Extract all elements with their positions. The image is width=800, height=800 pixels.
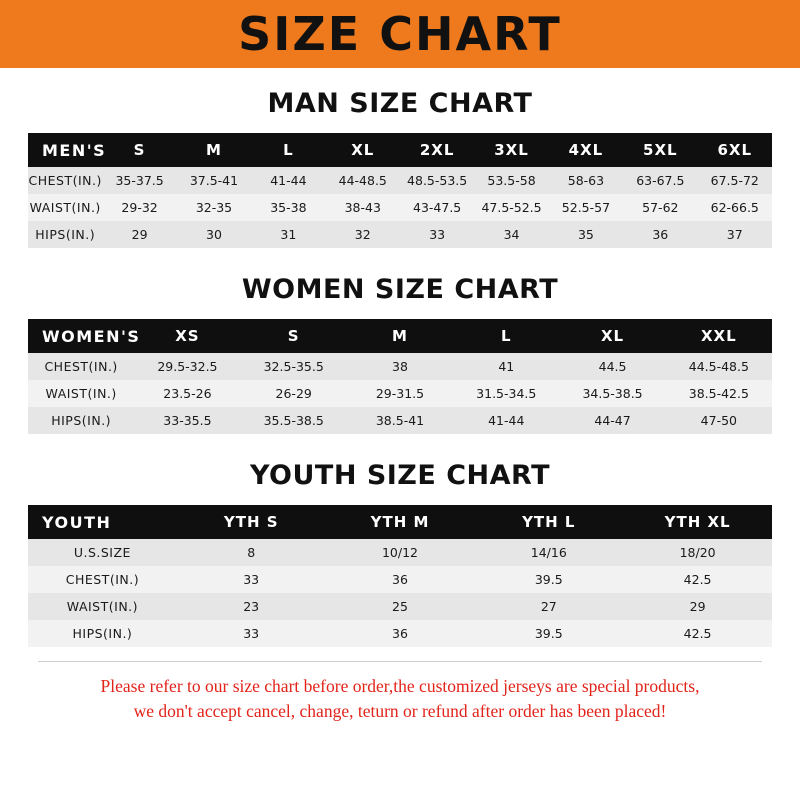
cell: 37 <box>698 221 772 248</box>
cell: 36 <box>326 620 475 647</box>
row-label: CHEST(IN.) <box>28 167 102 194</box>
cell: 30 <box>177 221 251 248</box>
column-header: S <box>241 319 347 353</box>
cell: 31 <box>251 221 325 248</box>
row-label: WAIST(IN.) <box>28 593 177 620</box>
column-header: S <box>102 133 176 167</box>
page-title: SIZE CHART <box>238 7 562 61</box>
cell: 23.5-26 <box>134 380 240 407</box>
table-row <box>28 221 772 248</box>
column-header: M <box>347 319 453 353</box>
cell: 29.5-32.5 <box>134 353 240 380</box>
cell: 14/16 <box>474 539 623 566</box>
cell: 8 <box>177 539 326 566</box>
column-header: YTH L <box>474 505 623 539</box>
column-header: L <box>453 319 559 353</box>
table-header-row <box>28 133 772 167</box>
table-row <box>28 194 772 221</box>
footer-line-2: we don't accept cancel, change, teturn or refund after order has been placed! <box>133 701 667 722</box>
cell: 38 <box>347 353 453 380</box>
column-header: YOUTH <box>28 505 177 539</box>
table-row <box>28 380 772 407</box>
column-header: 6XL <box>698 133 772 167</box>
cell: 29-32 <box>102 194 176 221</box>
table-youth-size <box>28 505 772 647</box>
row-label: HIPS(IN.) <box>28 620 177 647</box>
cell: 57-62 <box>623 194 697 221</box>
cell: 58-63 <box>549 167 623 194</box>
cell: 32-35 <box>177 194 251 221</box>
table-row <box>28 407 772 434</box>
table-row <box>28 620 772 647</box>
cell: 31.5-34.5 <box>453 380 559 407</box>
table-header-row <box>28 505 772 539</box>
cell: 35.5-38.5 <box>241 407 347 434</box>
column-header: 4XL <box>549 133 623 167</box>
page-header <box>0 0 800 68</box>
table-row <box>28 539 772 566</box>
footer-line-1: Please refer to our size chart before order,the customized jerseys are special products, <box>100 676 700 696</box>
column-header: YTH XL <box>623 505 772 539</box>
cell: 36 <box>326 566 475 593</box>
cell: 44.5 <box>559 353 665 380</box>
cell: 44.5-48.5 <box>666 353 772 380</box>
cell: 35-38 <box>251 194 325 221</box>
cell: 52.5-57 <box>549 194 623 221</box>
table-man-size <box>28 133 772 248</box>
chart-content <box>0 68 800 800</box>
section-title-youth: YOUTH SIZE CHART <box>249 460 551 491</box>
column-header: 2XL <box>400 133 474 167</box>
column-header: XL <box>559 319 665 353</box>
column-header: L <box>251 133 325 167</box>
table-women-size <box>28 319 772 434</box>
footer-disclaimer <box>38 661 762 725</box>
row-label: CHEST(IN.) <box>28 353 134 380</box>
cell: 26-29 <box>241 380 347 407</box>
cell: 29-31.5 <box>347 380 453 407</box>
cell: 42.5 <box>623 620 772 647</box>
cell: 33 <box>177 566 326 593</box>
cell: 35-37.5 <box>102 167 176 194</box>
column-header: XXL <box>666 319 772 353</box>
cell: 18/20 <box>623 539 772 566</box>
row-label: WAIST(IN.) <box>28 194 102 221</box>
cell: 42.5 <box>623 566 772 593</box>
column-header: MEN'S <box>28 133 102 167</box>
cell: 37.5-41 <box>177 167 251 194</box>
cell: 27 <box>474 593 623 620</box>
table-row <box>28 353 772 380</box>
row-label: HIPS(IN.) <box>28 221 102 248</box>
cell: 36 <box>623 221 697 248</box>
cell: 29 <box>102 221 176 248</box>
column-header: 5XL <box>623 133 697 167</box>
cell: 38.5-41 <box>347 407 453 434</box>
row-label: CHEST(IN.) <box>28 566 177 593</box>
cell: 47.5-52.5 <box>474 194 548 221</box>
row-label: U.S.SIZE <box>28 539 177 566</box>
column-header: M <box>177 133 251 167</box>
cell: 35 <box>549 221 623 248</box>
cell: 47-50 <box>666 407 772 434</box>
cell: 44-48.5 <box>326 167 400 194</box>
cell: 32.5-35.5 <box>241 353 347 380</box>
cell: 48.5-53.5 <box>400 167 474 194</box>
cell: 33 <box>177 620 326 647</box>
cell: 39.5 <box>474 566 623 593</box>
cell: 34 <box>474 221 548 248</box>
cell: 39.5 <box>474 620 623 647</box>
cell: 33 <box>400 221 474 248</box>
table-header-row <box>28 319 772 353</box>
cell: 41-44 <box>251 167 325 194</box>
table-row <box>28 566 772 593</box>
cell: 29 <box>623 593 772 620</box>
cell: 41 <box>453 353 559 380</box>
row-label: HIPS(IN.) <box>28 407 134 434</box>
column-header: 3XL <box>474 133 548 167</box>
cell: 38.5-42.5 <box>666 380 772 407</box>
row-label: WAIST(IN.) <box>28 380 134 407</box>
cell: 63-67.5 <box>623 167 697 194</box>
cell: 23 <box>177 593 326 620</box>
column-header: YTH S <box>177 505 326 539</box>
column-header: YTH M <box>326 505 475 539</box>
cell: 53.5-58 <box>474 167 548 194</box>
cell: 34.5-38.5 <box>559 380 665 407</box>
cell: 33-35.5 <box>134 407 240 434</box>
cell: 62-66.5 <box>698 194 772 221</box>
cell: 44-47 <box>559 407 665 434</box>
cell: 38-43 <box>326 194 400 221</box>
section-title-women: WOMEN SIZE CHART <box>241 274 559 305</box>
cell: 25 <box>326 593 475 620</box>
cell: 67.5-72 <box>698 167 772 194</box>
cell: 32 <box>326 221 400 248</box>
column-header: WOMEN'S <box>28 319 134 353</box>
column-header: XL <box>326 133 400 167</box>
cell: 43-47.5 <box>400 194 474 221</box>
section-title-man: MAN SIZE CHART <box>267 88 533 119</box>
table-row <box>28 593 772 620</box>
table-row <box>28 167 772 194</box>
cell: 10/12 <box>326 539 475 566</box>
cell: 41-44 <box>453 407 559 434</box>
column-header: XS <box>134 319 240 353</box>
